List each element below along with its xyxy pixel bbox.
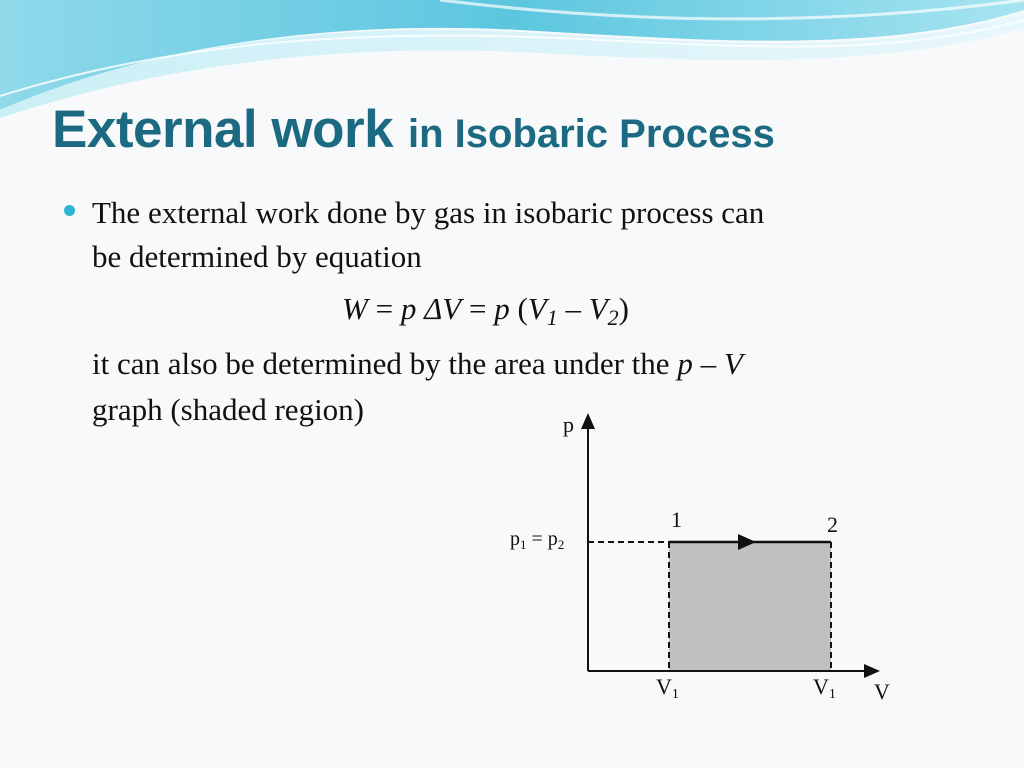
pressure-equals: = — [526, 528, 548, 550]
eq-equals-2: = — [461, 291, 495, 326]
bullet-icon — [64, 205, 75, 216]
line3-dash: – — [692, 346, 724, 381]
pressure-sub-1: 1 — [520, 537, 527, 552]
v-axis-arrowhead — [864, 664, 880, 678]
body-text-line-4: graph (shaded region) — [92, 392, 365, 427]
eq-close-paren: ) — [618, 291, 629, 326]
eq-minus: – — [557, 291, 589, 326]
shaded-work-area — [669, 542, 831, 671]
pv-graph — [500, 405, 900, 705]
pressure-p2: p — [547, 528, 558, 550]
eq-sub-1: 1 — [546, 305, 558, 330]
v-right-letter: V — [813, 674, 829, 699]
line3-v: V — [723, 346, 743, 381]
title-main: External work — [52, 100, 394, 159]
point-1-label: 1 — [671, 507, 682, 532]
p-axis-arrowhead — [581, 413, 595, 429]
v-tick-label-left — [656, 674, 679, 702]
slide-title — [52, 100, 775, 159]
v-left-letter: V — [656, 674, 672, 699]
eq-w: W — [342, 291, 368, 326]
p-axis-label: p — [563, 412, 574, 437]
eq-equals-1: = — [367, 291, 401, 326]
v-axis-label: V — [874, 679, 890, 704]
eq-sub-2: 2 — [607, 305, 619, 330]
v-right-sub: 1 — [828, 687, 836, 702]
title-sub: in Isobaric Process — [407, 112, 775, 156]
point-2-label: 2 — [827, 512, 838, 537]
v-left-sub: 1 — [671, 687, 679, 702]
pressure-sub-2: 2 — [557, 537, 565, 552]
pressure-label — [510, 528, 564, 552]
eq-open-paren: ( — [509, 291, 528, 326]
v-tick-label-right — [813, 674, 836, 702]
eq-delta-v: ΔV — [416, 291, 462, 326]
eq-v1: V — [527, 291, 547, 326]
eq-v2: V — [588, 291, 608, 326]
bullet-text-line-2: be determined by equation — [92, 239, 422, 274]
bullet-text-line-1: The external work done by gas in isobaric process can — [92, 195, 765, 230]
eq-p1: p — [400, 291, 417, 326]
pressure-p1: p — [510, 528, 520, 550]
line3-p: p — [677, 346, 693, 381]
body-text-line-3 — [92, 348, 743, 379]
line3-text: it can also be determined by the area under the — [92, 346, 678, 381]
eq-p2: p — [494, 291, 510, 326]
work-equation — [342, 293, 629, 329]
